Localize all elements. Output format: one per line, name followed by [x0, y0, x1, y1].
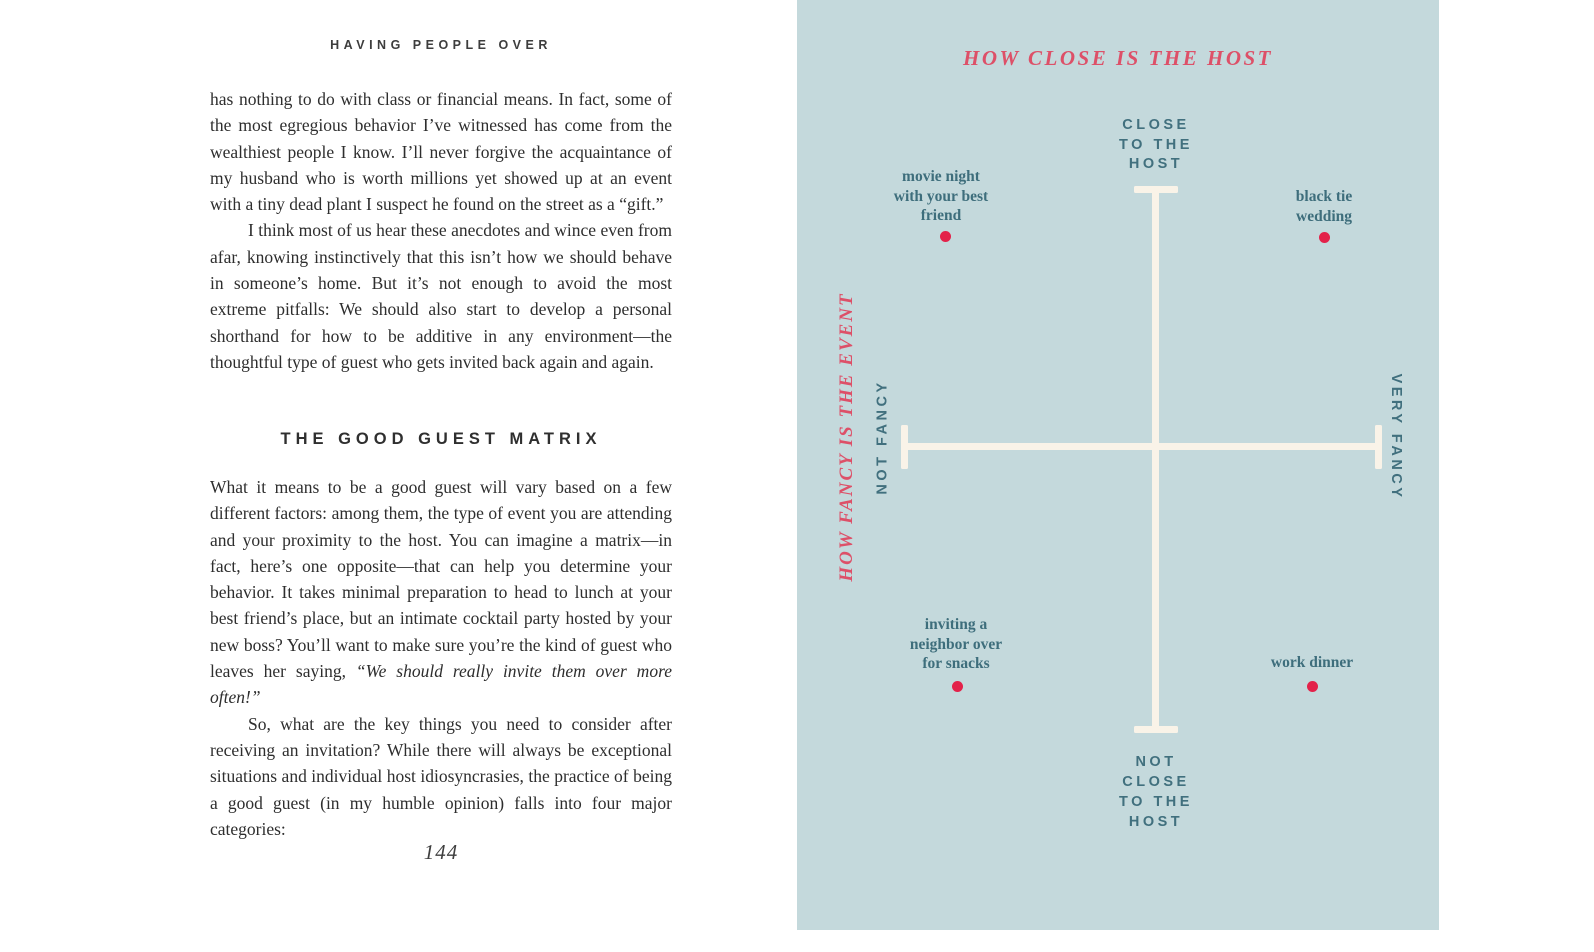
point-label-neighbor-snacks — [876, 615, 1036, 674]
axis-label-line: HOST — [1128, 156, 1184, 172]
axis-label-not-fancy: NOT FANCY — [874, 379, 891, 495]
horizontal-axis-line — [905, 443, 1379, 450]
axis-label-line: NOT — [1135, 754, 1177, 770]
axis-label-line: TO THE — [1119, 136, 1193, 153]
point-label-line: inviting a — [924, 616, 988, 633]
axis-label-close-to-host — [1076, 116, 1236, 175]
paragraph: So, what are the key things you need to consider after receiving an invitation? While there will always be exceptional situations and individual host idiosyncrasies, the practice of being a good guest (in my humble opinion) falls into four major categories: — [210, 713, 672, 839]
point-label-line: for snacks — [922, 655, 990, 672]
point-label-line: neighbor over — [909, 635, 1003, 653]
axis-label-line: HOST — [1128, 814, 1184, 830]
page-number: 144 — [423, 840, 459, 864]
point-label-movie-night — [861, 167, 1021, 226]
point-label-line: with your best — [893, 187, 989, 205]
data-point-dot-work-dinner — [1307, 681, 1318, 692]
running-head: HAVING PEOPLE OVER — [330, 38, 552, 52]
axis-cap-bottom — [1134, 726, 1178, 733]
body-text-block-1 — [210, 86, 672, 375]
point-label-line: black tie — [1295, 188, 1353, 205]
paragraph — [210, 474, 672, 711]
paragraph: I think most of us hear these anecdotes and wince even from afar, knowing instinctively that this isn’t how we should behave in someone’s home. But it’s not enough to avoid the most extreme pitfalls: We should also start to develop a personal shorthand for how to be additive in any environment—the thoughtful type of guest who gets invited back again and again. — [210, 220, 672, 372]
matrix-title: HOW CLOSE IS THE HOST — [962, 46, 1273, 70]
axis-label-not-close-to-host — [1076, 752, 1236, 832]
point-label-line: movie night — [902, 168, 980, 185]
axis-label-very-fancy: VERY FANCY — [1387, 373, 1404, 501]
axis-cap-top — [1134, 186, 1178, 193]
side-axis-title: HOW FANCY IS THE EVENT — [836, 292, 857, 582]
section-heading: THE GOOD GUEST MATRIX — [280, 430, 602, 448]
axis-label-line: TO THE — [1119, 794, 1193, 810]
point-label-line: work dinner — [1270, 654, 1354, 671]
point-label-line: wedding — [1296, 207, 1352, 225]
point-label-work-dinner — [1242, 653, 1382, 673]
paragraph-italic-text: “We should really invite them over more often!” — [210, 661, 672, 708]
body-text-block-2 — [210, 474, 672, 842]
vertical-axis-line — [1152, 190, 1159, 730]
point-label-black-tie-wedding — [1254, 187, 1394, 226]
axis-cap-right — [1375, 425, 1382, 469]
data-point-dot-black-tie-wedding — [1319, 232, 1330, 243]
data-point-dot-movie-night — [940, 231, 951, 242]
axis-label-line: CLOSE — [1122, 774, 1190, 790]
point-label-line: friend — [920, 207, 962, 224]
axis-cap-left — [901, 425, 908, 469]
paragraph: has nothing to do with class or financial means. In fact, some of the most egregious behavior I’ve witnessed has come from the wealthiest people I know. I’ll never forgive the acquaintance of my husband who is worth millions yet showed up at an event with a tiny dead plant I suspect he found on the street as a “gift.” — [210, 89, 672, 215]
right-page-matrix — [797, 0, 1439, 930]
paragraph-text: What it means to be a good guest will vary based on a few different factors: among them, the type of event you are attending and your proximity to the host. You can imagine a matrix—in fact, here’s one opposite—that can help you determine your behavior. It takes minimal preparation to head to lunch at your best friend’s place, but an intimate cocktail party hosted by your new boss? You’ll want to make sure you’re the kind of guest who leaves her saying, — [210, 477, 672, 682]
left-page — [210, 0, 672, 952]
data-point-dot-neighbor-snacks — [952, 681, 963, 692]
axis-label-line: CLOSE — [1122, 117, 1190, 133]
